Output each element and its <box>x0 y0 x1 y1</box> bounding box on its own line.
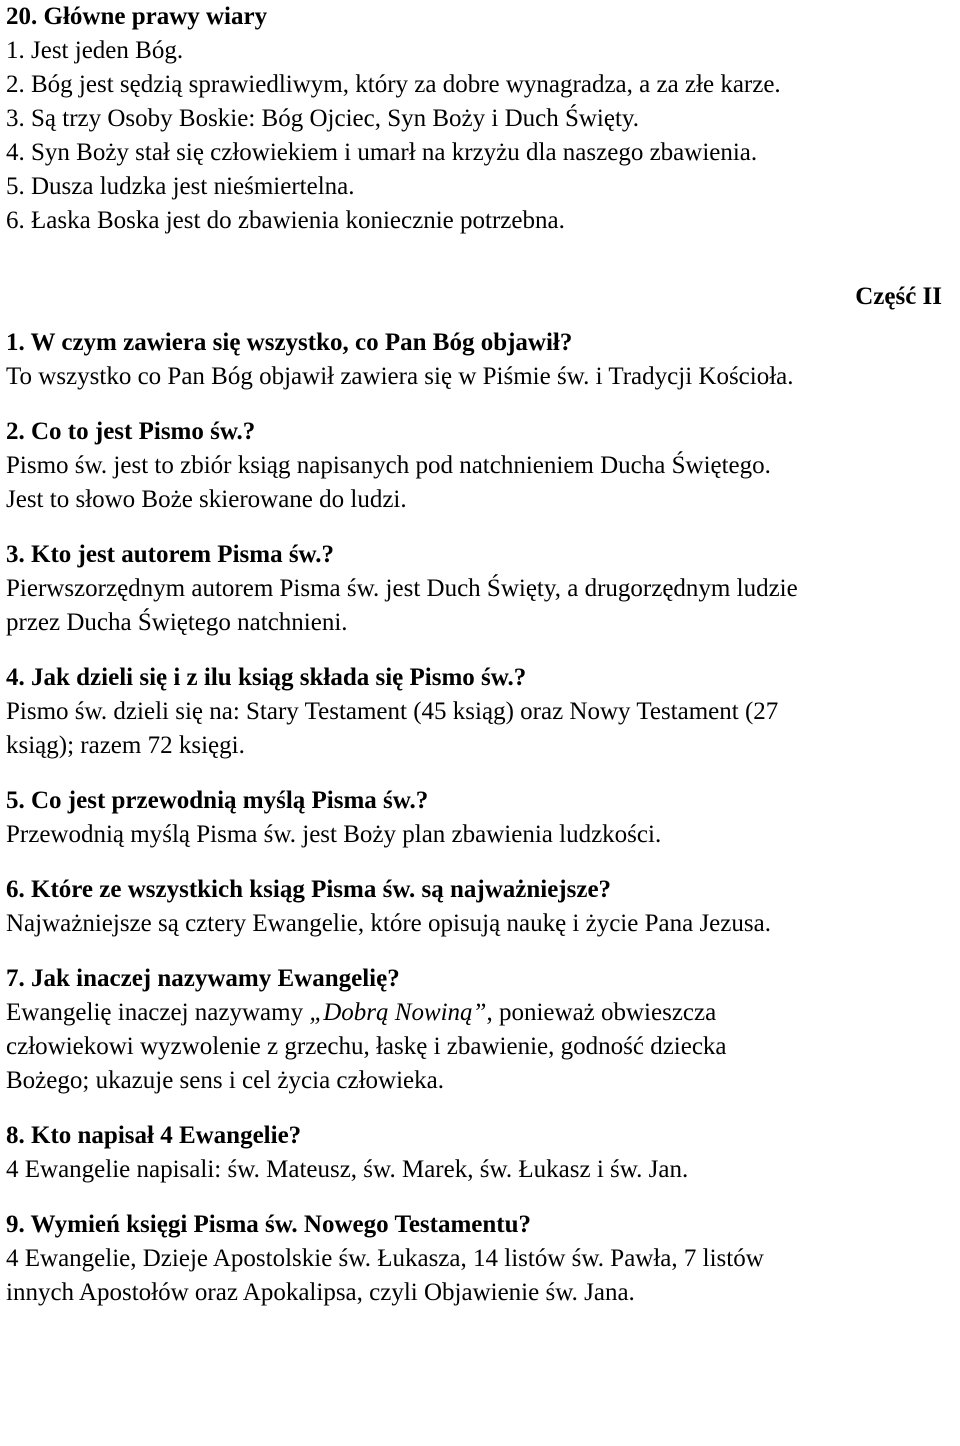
answer-2-line-2: Jest to słowo Boże skierowane do ludzi. <box>6 486 407 513</box>
question-5: 5. Co jest przewodnią myślą Pisma św.? <box>6 787 429 814</box>
question-9: 9. Wymień księgi Pisma św. Nowego Testamentu? <box>6 1211 532 1238</box>
principle-2: 2. Bóg jest sędzią sprawiedliwym, który za dobre wynagradza, a za złe karze. <box>6 71 781 98</box>
answer-7-post: , ponieważ obwieszcza <box>486 999 717 1026</box>
principle-4: 4. Syn Boży stał się człowiekiem i umarł na krzyżu dla naszego zbawienia. <box>6 139 758 166</box>
section-20-title: 20. Główne prawy wiary <box>6 3 268 30</box>
principle-3: 3. Są trzy Osoby Boskie: Bóg Ojciec, Syn Boży i Duch Święty. <box>6 105 640 132</box>
question-8: 8. Kto napisał 4 Ewangelie? <box>6 1122 302 1149</box>
answer-7-line-1 <box>6 996 956 1030</box>
principle-6: 6. Łaska Boska jest do zbawienia koniecznie potrzebna. <box>6 207 565 234</box>
answer-7-emphasis: „Dobrą Nowiną” <box>309 999 487 1026</box>
question-2: 2. Co to jest Pismo św.? <box>6 418 256 445</box>
answer-6-line-1: Najważniejsze są cztery Ewangelie, które opisują naukę i życie Pana Jezusa. <box>6 910 771 937</box>
answer-9-line-2: innych Apostołów oraz Apokalipsa, czyli Objawienie św. Jana. <box>6 1279 635 1306</box>
answer-8-line-1: 4 Ewangelie napisali: św. Mateusz, św. Marek, św. Łukasz i św. Jan. <box>6 1156 689 1183</box>
principle-1: 1. Jest jeden Bóg. <box>6 37 184 64</box>
answer-4-line-1: Pismo św. dzieli się na: Stary Testament (45 ksiąg) oraz Nowy Testament (27 <box>6 698 779 725</box>
question-1: 1. W czym zawiera się wszystko, co Pan Bóg objawił? <box>6 329 573 356</box>
answer-3-line-2: przez Ducha Świętego natchnieni. <box>6 609 348 636</box>
answer-5-line-1: Przewodnią myślą Pisma św. jest Boży plan zbawienia ludzkości. <box>6 821 662 848</box>
question-3: 3. Kto jest autorem Pisma św.? <box>6 541 334 568</box>
answer-9-line-1: 4 Ewangelie, Dzieje Apostolskie św. Łukasza, 14 listów św. Pawła, 7 listów <box>6 1245 764 1272</box>
question-6: 6. Które ze wszystkich ksiąg Pisma św. są najważniejsze? <box>6 876 612 903</box>
answer-7-line-2: człowiekowi wyzwolenie z grzechu, łaskę i zbawienie, godność dziecka <box>6 1033 727 1060</box>
question-4: 4. Jak dzieli się i z ilu ksiąg składa się Pismo św.? <box>6 664 527 691</box>
answer-4-line-2: ksiąg); razem 72 księgi. <box>6 732 245 759</box>
answer-7-pre: Ewangelię inaczej nazywamy <box>6 999 310 1026</box>
answer-1-line-1: To wszystko co Pan Bóg objawił zawiera się w Piśmie św. i Tradycji Kościoła. <box>6 363 794 390</box>
principle-5: 5. Dusza ludzka jest nieśmiertelna. <box>6 173 355 200</box>
answer-3-line-1: Pierwszorzędnym autorem Pisma św. jest Duch Święty, a drugorzędnym ludzie <box>6 575 798 602</box>
answer-2-line-1: Pismo św. jest to zbiór ksiąg napisanych pod natchnieniem Ducha Świętego. <box>6 452 771 479</box>
part-2-title: Część II <box>855 283 942 310</box>
answer-7-line-3: Bożego; ukazuje sens i cel życia człowieka. <box>6 1067 445 1094</box>
question-7: 7. Jak inaczej nazywamy Ewangelię? <box>6 965 400 992</box>
document-page <box>6 0 956 1310</box>
